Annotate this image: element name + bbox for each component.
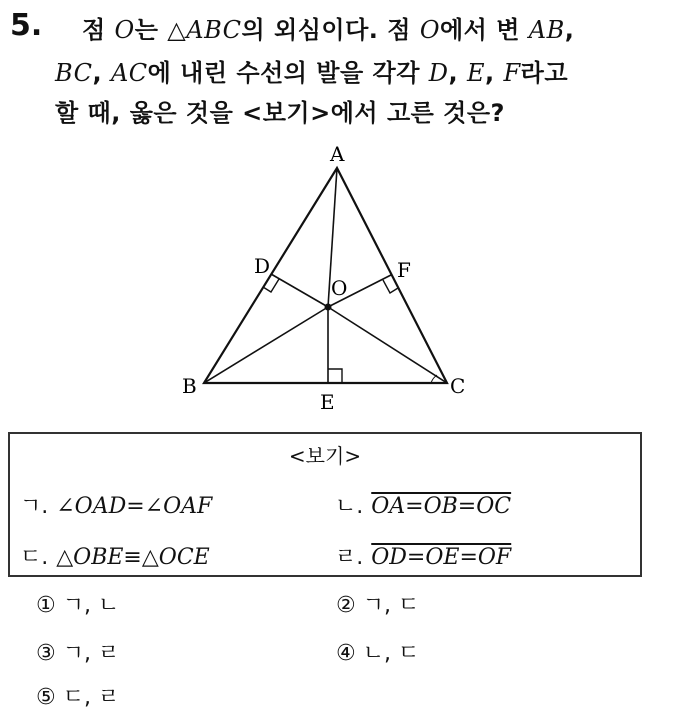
label-o: O (331, 276, 348, 300)
label-c: C (450, 374, 466, 398)
segment-od (271, 274, 328, 307)
question-line-3: 할 때, 옳은 것을 <보기>에서 고른 것은? (55, 99, 505, 127)
bogi-item-1: ㄱ. ∠OAD=∠OAF (20, 494, 213, 519)
label-a: A (330, 142, 345, 166)
choice-2[interactable]: ② ㄱ, ㄷ (336, 593, 420, 618)
point-o (325, 304, 332, 311)
label-e: E (320, 390, 335, 410)
bogi-item-4: ㄹ. OD=OE=OF (335, 545, 512, 570)
right-angle-e (328, 369, 342, 383)
bogi-item-3: ㄷ. △OBE≡△OCE (20, 545, 210, 570)
bogi-title: <보기> (288, 444, 362, 468)
choice-3[interactable]: ③ ㄱ, ㄹ (36, 641, 120, 666)
question-number: 5. (10, 8, 43, 43)
label-b: B (182, 374, 197, 398)
segment-co (328, 307, 447, 383)
label-f: F (397, 258, 411, 282)
angle-mark-c (431, 375, 437, 383)
question-line-1: 점 O는 △ABC의 외심이다. 점 O에서 변 AB, (82, 16, 575, 44)
bogi-item-2: ㄴ. OA=OB=OC (335, 494, 512, 519)
choice-4[interactable]: ④ ㄴ, ㄷ (336, 641, 420, 666)
choice-5[interactable]: ⑤ ㄷ, ㄹ (36, 685, 120, 710)
question-line-2: BC, AC에 내린 수선의 발을 각각 D, E, F라고 (55, 59, 569, 87)
label-d: D (254, 254, 271, 278)
segment-bo (204, 307, 328, 383)
triangle-figure (150, 135, 490, 410)
bogi-box (8, 432, 642, 577)
choice-1[interactable]: ① ㄱ, ㄴ (36, 593, 120, 618)
